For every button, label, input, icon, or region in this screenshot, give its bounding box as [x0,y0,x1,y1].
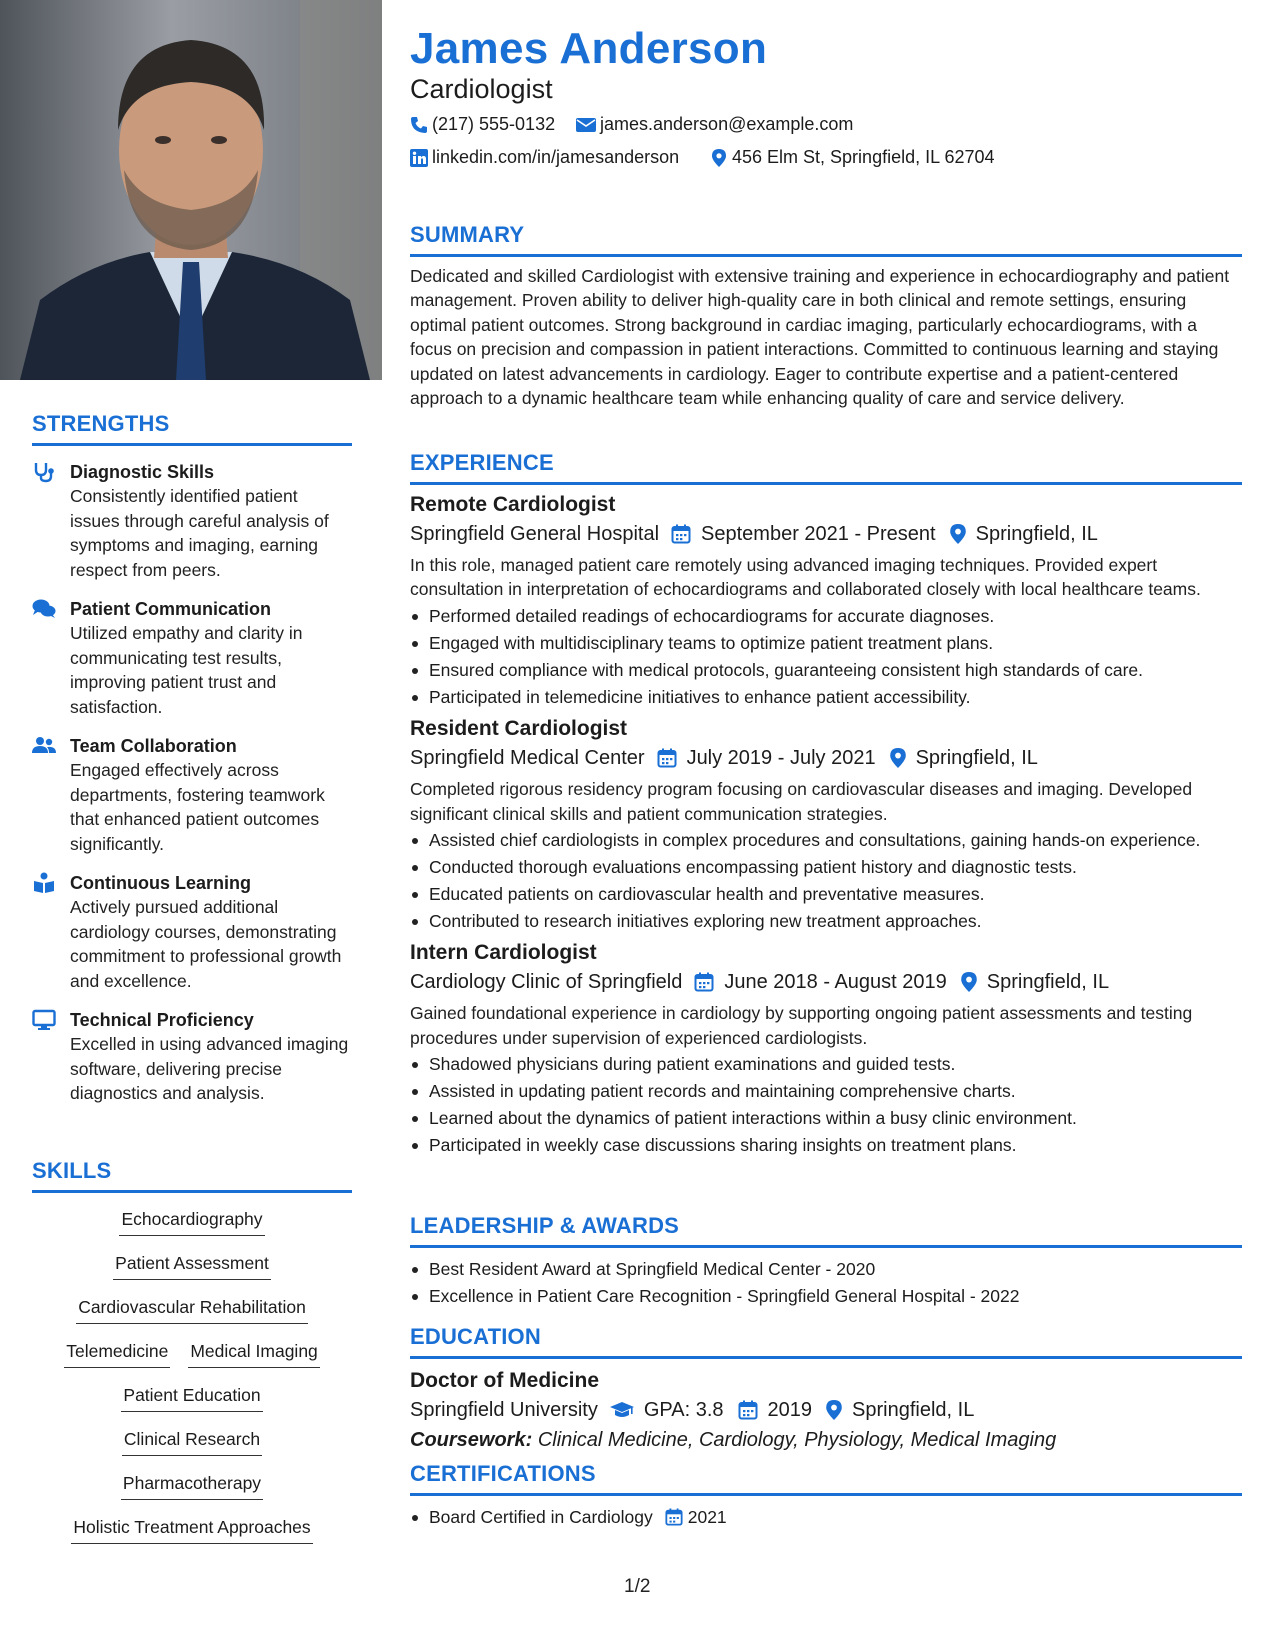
job-description: In this role, managed patient care remotely using advanced imaging techniques. Provided expert consultation in interpretation of echocardiograms and collaborated closely with local healthcare teams. [410,555,1201,600]
job-location: Springfield, IL [986,971,1110,994]
skills-section [32,1158,352,1559]
section-divider [410,254,1242,257]
address-contact [710,147,995,168]
skill-tag: Patient Education [121,1383,262,1412]
list-item: Performed detailed readings of echocardiograms for accurate diagnoses. [410,604,1242,628]
strength-item [32,460,352,582]
certification-name: Board Certified in Cardiology [429,1507,653,1527]
job-bullets [410,1052,1242,1157]
strength-description: Consistently identified patient issues through careful analysis of symptoms and imaging, earning respect from peers. [70,486,329,580]
section-divider [410,1493,1242,1496]
phone-icon [410,116,428,134]
list-item: Shadowed physicians during patient examinations and guided tests. [410,1052,1242,1076]
skill-tag: Telemedicine [64,1339,170,1368]
certifications-heading: CERTIFICATIONS [410,1461,596,1486]
book-reader-icon [32,872,56,894]
strength-item [32,871,352,993]
list-item: Contributed to research initiatives exploring new treatment approaches. [410,909,1242,933]
job-meta [410,743,1242,773]
skills-heading: SKILLS [32,1158,112,1183]
skill-tag: Echocardiography [119,1207,264,1236]
skill-tag: Cardiovascular Rehabilitation [76,1295,308,1324]
map-marker-icon [961,972,977,992]
job-location: Springfield, IL [915,747,1038,770]
map-marker-icon [826,1400,842,1420]
envelope-icon [576,116,596,134]
map-marker-icon [710,149,728,167]
strength-title: Technical Proficiency [70,1010,254,1030]
calendar-icon [665,1508,683,1526]
job-entry [410,715,1242,933]
strength-title: Continuous Learning [70,873,251,893]
education-meta [410,1395,1242,1425]
address-text: 456 Elm St, Springfield, IL 62704 [732,147,995,167]
linkedin-text: linkedin.com/in/jamesanderson [432,147,680,167]
map-marker-icon [950,524,966,544]
job-title: Intern Cardiologist [410,941,597,965]
linkedin-icon [410,149,428,167]
phone-contact [410,114,555,135]
job-organization: Cardiology Clinic of Springfield [410,971,683,994]
candidate-title: Cardiologist [410,74,553,104]
comments-icon [32,598,56,620]
list-item: Engaged with multidisciplinary teams to optimize patient treatment plans. [410,631,1242,655]
section-divider [410,1245,1242,1248]
experience-heading: EXPERIENCE [410,450,554,475]
linkedin-contact [410,147,679,168]
job-description: Completed rigorous residency program focusing on cardiovascular diseases and imaging. Developed significant clinical skills and patient communication strategies. [410,779,1193,824]
list-item: Ensured compliance with medical protocols, guaranteeing consistent high standards of care. [410,658,1242,682]
strengths-section [32,411,352,1106]
education-heading: EDUCATION [410,1324,541,1349]
job-dates: June 2018 - August 2019 [724,971,947,994]
strength-item [32,1008,352,1106]
section-divider [32,443,352,446]
list-item: Assisted in updating patient records and maintaining comprehensive charts. [410,1079,1242,1103]
job-title: Remote Cardiologist [410,493,616,516]
calendar-icon [671,524,691,544]
job-description: Gained foundational experience in cardiology by supporting ongoing patient assessments and testing procedures under supervision of experienced cardiologists. [410,1003,1193,1048]
section-divider [410,482,1242,485]
job-title: Resident Cardiologist [410,717,628,741]
phone-text: (217) 555-0132 [432,114,556,134]
calendar-icon [657,748,677,768]
job-meta [410,519,1242,549]
coursework [410,1425,1242,1455]
coursework-list: Clinical Medicine, Cardiology, Physiology, Medical Imaging [537,1429,1057,1451]
strength-item [32,597,352,719]
list-item: Excellence in Patient Care Recognition - Springfield General Hospital - 2022 [410,1284,1242,1308]
experience-section [410,450,1242,1160]
skill-tag: Pharmacotherapy [121,1471,263,1500]
list-item: Conducted thorough evaluations encompassing patient history and diagnostic tests. [410,855,1242,879]
list-item: Educated patients on cardiovascular health and preventative measures. [410,882,1242,906]
school-name: Springfield University [410,1399,598,1421]
job-location: Springfield, IL [975,523,1098,545]
users-icon [32,735,56,757]
list-item: Participated in telemedicine initiatives to enhance patient accessibility. [410,685,1242,709]
summary-section [410,222,1242,410]
email-text: james.anderson@example.com [600,114,854,134]
job-organization: Springfield Medical Center [410,747,645,770]
stethoscope-icon [32,461,56,483]
summary-heading: SUMMARY [410,222,525,247]
strength-description: Actively pursued additional cardiology courses, demonstrating commitment to professional growth and excellence. [70,897,342,991]
list-item: Participated in weekly case discussions sharing insights on treatment plans. [410,1133,1242,1157]
list-item: Best Resident Award at Springfield Medical Center - 2020 [410,1257,1242,1281]
degree-title: Doctor of Medicine [410,1369,600,1392]
graduation-cap-icon [610,1400,634,1420]
job-organization: Springfield General Hospital [410,523,660,545]
sidebar [0,0,382,1650]
certification-year: 2021 [687,1507,727,1527]
school-location: Springfield, IL [852,1399,975,1421]
job-bullets [410,604,1242,709]
strength-title: Patient Communication [70,599,272,619]
calendar-icon [738,1400,758,1420]
email-contact [576,114,853,135]
awards-list [410,1257,1242,1308]
page-number: 1/2 [624,1576,651,1597]
skill-tag: Medical Imaging [188,1339,319,1368]
education-section [410,1324,1242,1455]
calendar-icon [694,972,714,992]
candidate-name: James Anderson [410,24,768,73]
section-divider [32,1190,352,1193]
profile-photo [0,0,382,380]
list-item [410,1505,1242,1529]
awards-heading: LEADERSHIP & AWARDS [410,1213,680,1238]
coursework-label: Coursework: [410,1429,533,1451]
strengths-heading: STRENGTHS [32,411,170,436]
certifications-section [410,1461,1242,1532]
strength-item [32,734,352,856]
job-entry [410,939,1242,1157]
job-dates: July 2019 - July 2021 [686,747,876,770]
skill-tag: Clinical Research [122,1427,262,1456]
certifications-list [410,1505,1242,1529]
job-bullets [410,828,1242,933]
strength-title: Team Collaboration [70,736,237,756]
job-dates: September 2021 - Present [701,523,936,545]
strength-description: Utilized empathy and clarity in communicating test results, improving patient trust and satisfaction. [70,623,303,717]
skills-list [32,1207,352,1559]
section-divider [410,1356,1242,1359]
job-entry [410,491,1242,709]
awards-section [410,1213,1242,1311]
job-meta [410,967,1242,997]
map-marker-icon [890,748,906,768]
list-item: Assisted chief cardiologists in complex procedures and consultations, gaining hands-on experience. [410,828,1242,852]
skill-tag: Patient Assessment [113,1251,271,1280]
list-item: Learned about the dynamics of patient interactions within a busy clinic environment. [410,1106,1242,1130]
summary-text: Dedicated and skilled Cardiologist with extensive training and experience in echocardiography and patient management. Proven ability to deliver high-quality care in both clinical and remote settings, ensuring optimal patient outcomes. Strong background in cardiac imaging, particularly echocardiograms, with a focus on precision and compassion in patient interactions. Committed to continuous learning and staying updated on latest advancements in cardiology. Eager to contribute expertise and a patient-centered approach to a dynamic healthcare team while enhancing quality of care and service delivery. [410,266,1230,409]
strength-description: Excelled in using advanced imaging software, delivering precise diagnostics and analysis. [70,1034,349,1103]
graduation-year: 2019 [767,1399,813,1421]
skill-tag: Holistic Treatment Approaches [71,1515,312,1544]
strength-title: Diagnostic Skills [70,462,215,482]
gpa-text: GPA: 3.8 [643,1399,724,1421]
strength-description: Engaged effectively across departments, fostering teamwork that enhanced patient outcomes significantly. [70,760,325,854]
desktop-icon [32,1009,56,1031]
